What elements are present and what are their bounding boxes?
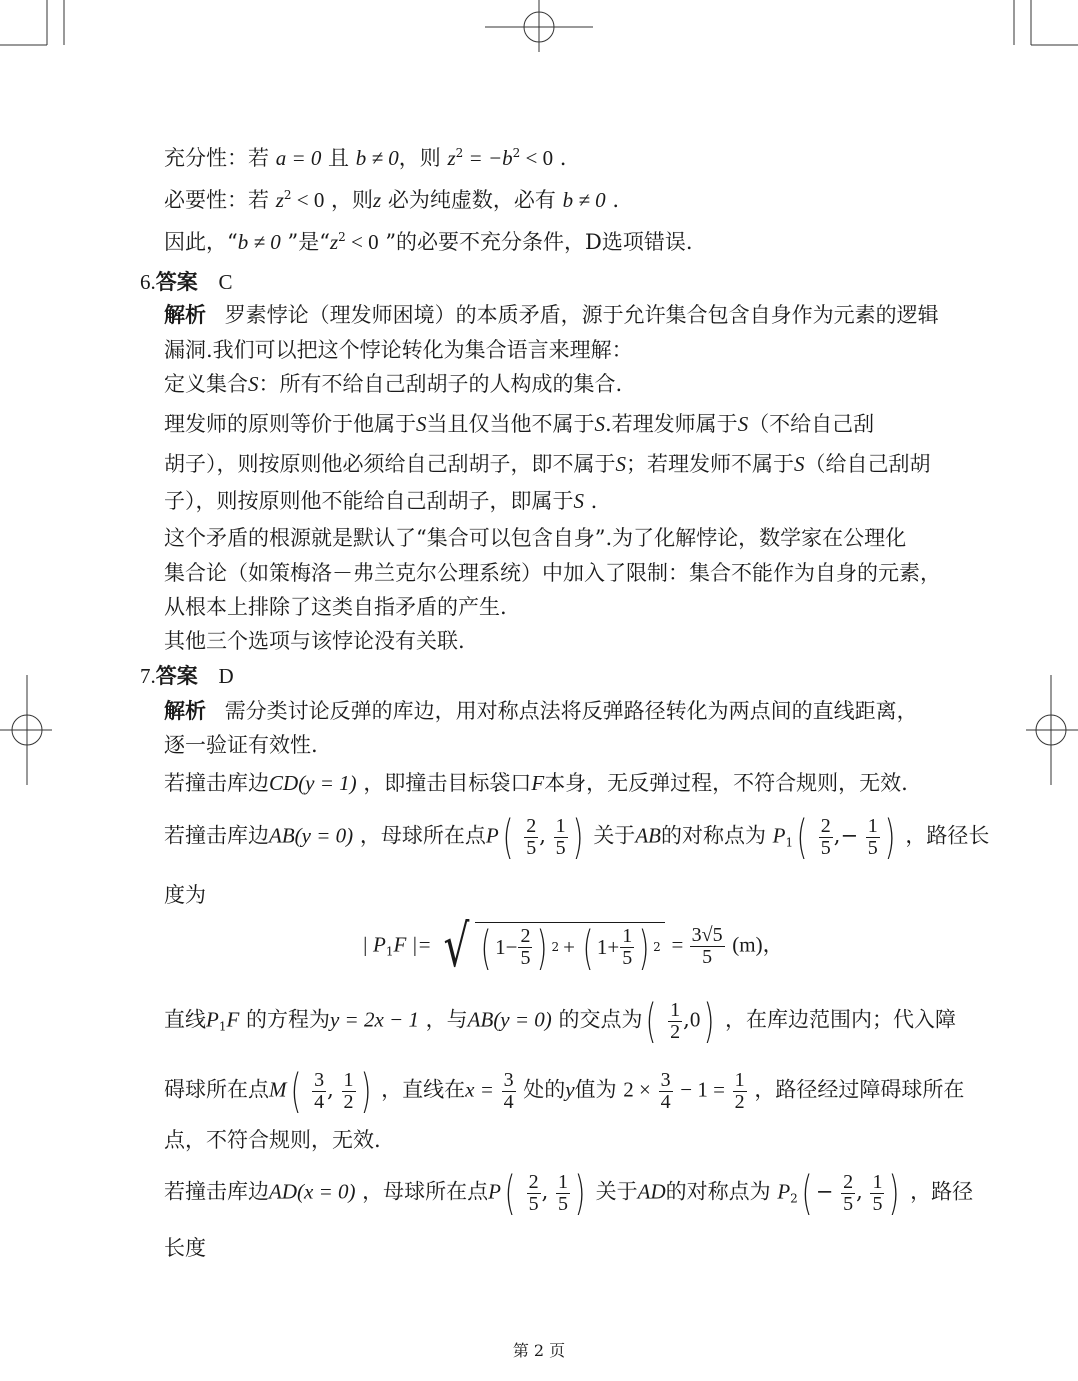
q6-analysis-3: 定义集合S：所有不给自己刮胡子的人构成的集合. [164, 372, 623, 396]
page-number: 第 2 页 [512, 1341, 566, 1360]
q7-answer: 7.答案 D [140, 664, 234, 688]
q6-answer: 6.答案 C [140, 270, 233, 294]
q7-analysis-4: 若撞击库边AB(y = 0) ，母球所在点P( $\frac{2}{5}$ , $\frac{1}{5}$ ) 关于AB的对称点为 $P_1$( $\frac{2}{5}$ ,− $\frac{1}{5}$ ) ，路径长 [164, 810, 990, 864]
q6-analysis-5: 胡子），则按原则他必须给自己刮胡子，即不属于S；若理发师不属于S（给自己刮胡 [164, 452, 931, 476]
q6-analysis-7: 这个矛盾的根源就是默认了“集合可以包含自身”.为了化解悖论，数学家在公理化 [164, 526, 907, 550]
q7-analysis-2: 逐一验证有效性. [164, 733, 318, 757]
distance-formula: | $P_1F$ |= √ ( 1 − $\frac{2}{5}$ ) 2 + ( 1 + $\frac{1}{5}$ ) 2 = $\frac{3√5}{5}$ (m)， [362, 912, 784, 980]
q6-analysis-8: 集合论（如策梅洛－弗兰克尔公理系统）中加入了限制：集合不能作为自身的元素， [164, 561, 941, 585]
sufficiency-line: 充分性：若 a = 0 且 b ≠ 0，则 $z^2 = -b^2 < 0$ . [164, 146, 567, 170]
q6-analysis-2: 漏洞.我们可以把这个悖论转化为集合语言来理解： [164, 338, 633, 362]
q7-analysis-10: 若撞击库边AD(x = 0) ，母球所在点P( $\frac{2}{5}$ , $\frac{1}{5}$ ) 关于AD的对称点为 $P_2$( − $\frac{2}{5}$ , $\frac{1}{5}$ ) ，路径 [164, 1166, 974, 1220]
q6-analysis-6: 子），则按原则他不能给自己刮胡子，即属于S . [164, 489, 598, 513]
q6-analysis-1: 解析 罗素悖论（理发师困境）的本质矛盾，源于允许集合包含自身作为元素的逻辑 [164, 303, 939, 327]
eq-a-zero: a = 0 [275, 146, 322, 170]
q7-analysis-8: 碍球所在点M( $\frac{3}{4}$ , $\frac{1}{2}$ ) ，直线在x = $\frac{3}{4}$ 处的y值为 2 × $\frac{3}{4}$ − 1 = $\frac{1}{2}$ ，路径经过障碍球所在 [164, 1064, 965, 1118]
q7-analysis-5: 度为 [164, 883, 206, 907]
q7-analysis-11: 长度 [164, 1236, 206, 1260]
q6-analysis-9: 从根本上排除了这类自指矛盾的产生. [164, 595, 507, 619]
q7-analysis-1: 解析 需分类讨论反弹的库边，用对称点法将反弹路径转化为两点间的直线距离， [164, 699, 918, 723]
q7-analysis-9: 点，不符合规则，无效. [164, 1128, 381, 1152]
necessity-line: 必要性：若 $z^2 < 0$ ，则z 必为纯虚数，必有 b ≠ 0 . [164, 188, 619, 212]
q6-analysis-10: 其他三个选项与该悖论没有关联. [164, 629, 465, 653]
q6-analysis-4: 理发师的原则等价于他属于S当且仅当他不属于S.若理发师属于S（不给自己刮 [164, 412, 875, 436]
q7-analysis-7: 直线$P_1F$ 的方程为y = 2x − 1 ，与AB(y = 0) 的交点为( $\frac{1}{2}$ ,0) ，在库边范围内；代入障 [164, 994, 956, 1048]
conclusion-line: 因此，“b ≠ 0 ”是“$z^2 < 0$ ”的必要不充分条件，D选项错误. [164, 230, 693, 254]
q7-analysis-3: 若撞击库边CD(y = 1) ，即撞击目标袋口F本身，无反弹过程，不符合规则，无效. [164, 771, 908, 795]
